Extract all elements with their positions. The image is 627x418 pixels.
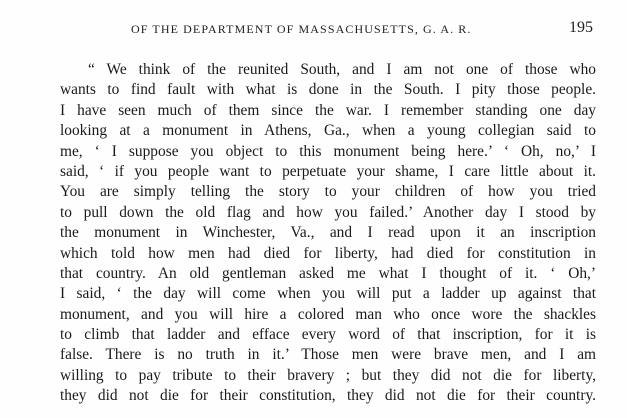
text-line: I have seen much of them since the war. I remember standing one day <box>60 101 596 119</box>
text-line: to pull down the old flag and how you failed.’ Another day I stood by <box>60 203 596 221</box>
text-line: willing to pay tribute to their bravery ; but they did not die for liberty, <box>60 366 596 384</box>
page-number: 195 <box>569 19 593 36</box>
text-line: You are simply telling the story to your children of how you tried <box>60 183 596 201</box>
text-line: which told how men had died for liberty, had died for constitution in <box>60 244 596 262</box>
text-line: I said, ‘ the day will come when you will put a ladder up against that <box>60 285 596 303</box>
text-line: “ We think of the reunited South, and I am not one of those who <box>88 61 596 78</box>
text-line: the monument in Winchester, Va., and I read upon it an inscription <box>60 224 596 242</box>
body-paragraph <box>60 60 596 407</box>
text-line: looking at a monument in Athens, Ga., when a young collegian said to <box>60 122 596 140</box>
text-line: said, ‘ if you people want to perpetuate your shame, I care little about it. <box>60 162 596 180</box>
text-line: to climb that ladder and efface every word of that inscription, for it is <box>60 326 596 344</box>
text-line: me, ‘ I suppose you object to this monument being here.’ ‘ Oh, no,’ I <box>60 142 596 160</box>
text-line: false. There is no truth in it.’ Those men were brave men, and I am <box>60 346 596 364</box>
running-header: OF THE DEPARTMENT OF MASSACHUSETTS, G. A. R. <box>131 22 472 36</box>
text-line: monument, and you will hire a colored man who once wore the shackles <box>60 305 596 323</box>
text-line: they did not die for their constitution, they did not die for their country. <box>60 387 596 405</box>
text-line: that country. An old gentleman asked me what I thought of it. ‘ Oh,’ <box>60 264 596 282</box>
text-line: wants to find fault with what is done in the South. I pity those people. <box>60 81 596 99</box>
